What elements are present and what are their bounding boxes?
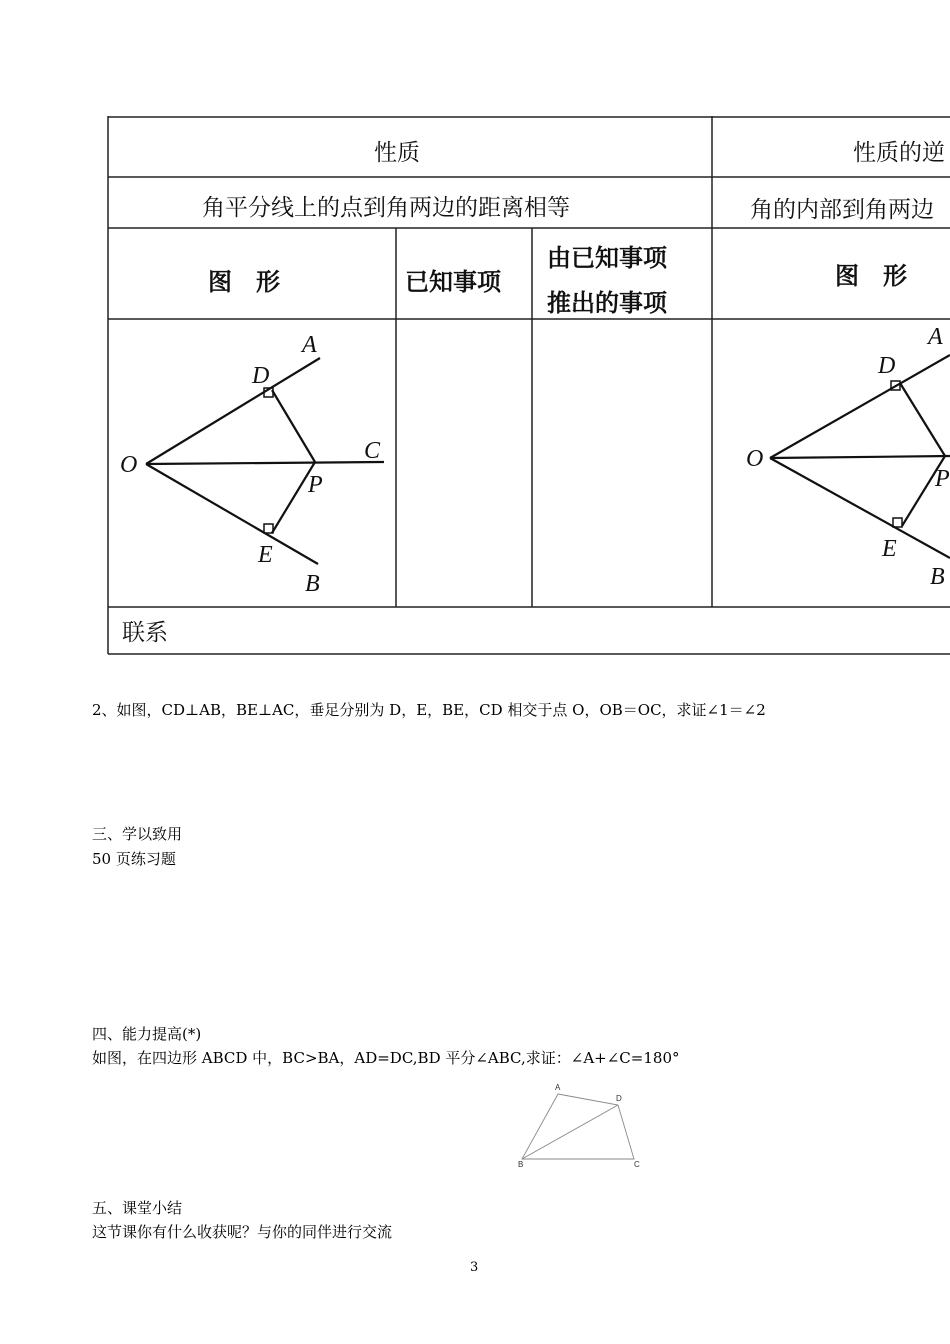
table-grid [0,0,950,660]
label-p: P [308,472,323,498]
header-property: 性质 [374,140,420,166]
col-known: 已知事项 [405,268,501,296]
section4-text: 如图，在四边形 ABCD 中，BC>BA，AD=DC,BD 平分∠ABC,求证：∠A+∠C=180° [92,1049,680,1067]
section5-title: 五、课堂小结 [92,1199,183,1217]
angle-bisector-figure-right [770,355,950,558]
label-a-right: A [928,324,943,350]
label-d: D [252,363,270,389]
quad-label-a: A [555,1083,561,1092]
section5-text: 这节课你有什么收获呢？与你的同伴进行交流 [92,1223,393,1241]
label-p-right: P [935,466,950,492]
quad-label-c: C [634,1160,640,1169]
section4-title: 四、能力提高(*) [92,1025,202,1043]
label-c: C [364,438,381,464]
property-text: 角平分线上的点到角两边的距离相等 [202,195,570,221]
col-derived-line2: 推出的事项 [547,289,667,317]
label-e: E [258,542,273,568]
label-o: O [120,452,138,478]
label-b-right: B [930,564,945,590]
col-figure-right: 图 形 [835,262,907,290]
label-a: A [302,332,317,358]
problem-2: 2、如图，CD⊥AB，BE⊥AC，垂足分别为 D，E，BE，CD 相交于点 O，OB＝OC，求证∠1＝∠2 [92,701,766,719]
header-converse: 性质的逆 [853,140,945,166]
quadrilateral-figure [510,1080,650,1170]
converse-text: 角的内部到角两边 [750,197,934,223]
label-d-right: D [878,353,896,379]
property-table [0,0,950,660]
label-e-right: E [882,536,897,562]
section3-text: 50 页练习题 [92,850,176,868]
relation-label: 联系 [122,620,168,646]
quad-label-d: D [616,1094,622,1103]
col-figure: 图 形 [208,268,280,296]
quad-label-b: B [518,1160,524,1169]
label-b: B [305,571,320,597]
label-o-right: O [746,446,764,472]
section3-title: 三、学以致用 [92,825,183,843]
col-derived-line1: 由已知事项 [547,244,667,272]
page-number: 3 [470,1260,479,1275]
